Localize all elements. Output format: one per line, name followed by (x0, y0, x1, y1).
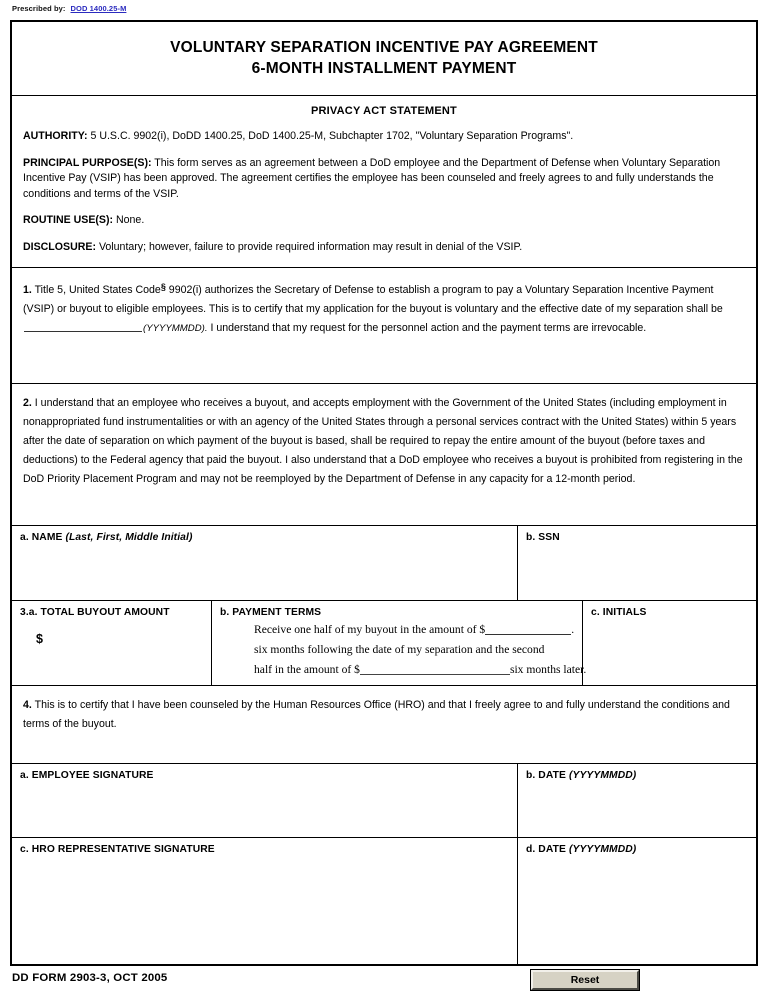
paragraph-4-text: This is to certify that I have been counseled by the Human Resources Office (HRO) and that I freely agree to and fully understand the conditions and terms of the buyout. (23, 699, 730, 730)
paragraph-2-text: I understand that an employee who receives a buyout, and accepts employment with the Government of the United States (including employment in nonappropriated fund instrumentalities or with an agency of the United States through a personal services contract with the United States) within 5 years after the date of separation on which payment of the buyout is based, shall be required to repay the entire amount of the buyout (before taxes and deductions) to the Federal agency that paid the buyout. I also understand that a DoD employee who receives a buyout is prohibited from registering in the DoD Priority Placement Program and may not be reemployed by the Department of Defense in any capacity for a 12-month period. (23, 397, 743, 485)
employee-date-label: b. DATE (526, 770, 566, 781)
hro-signature-row (12, 838, 756, 964)
buyout-terms-row (12, 601, 756, 686)
paragraph-4-section (12, 686, 756, 764)
purpose-label: PRINCIPAL PURPOSE(S): (23, 156, 152, 169)
payment-terms-body (220, 618, 587, 680)
initials-label: c. INITIALS (591, 607, 647, 618)
name-field[interactable] (12, 526, 518, 600)
paragraph-1-section (12, 268, 756, 384)
employee-date-hint: (YYYYMMDD) (568, 770, 637, 781)
disclosure-text: Voluntary; however, failure to provide required information may result in denial of the VSIP. (98, 240, 523, 253)
first-half-amount-input[interactable] (485, 623, 571, 635)
privacy-routine-use (23, 213, 745, 229)
reset-button[interactable]: Reset (531, 970, 639, 990)
employee-signature-label: a. EMPLOYEE SIGNATURE (20, 770, 154, 781)
name-label: a. NAME (20, 532, 63, 543)
hro-date-hint: (YYYYMMDD) (568, 844, 637, 855)
employee-signature-row (12, 764, 756, 838)
name-ssn-row (12, 526, 756, 601)
form-title-line-1: VOLUNTARY SEPARATION INCENTIVE PAY AGREEMENT (170, 39, 598, 56)
paragraph-1-part-1: Title 5, United States Code (34, 284, 161, 296)
name-hint: (Last, First, Middle Initial) (65, 532, 193, 543)
employee-date-label-wrap (526, 770, 756, 781)
employee-signature-field[interactable] (12, 764, 518, 837)
separation-date-input[interactable] (24, 321, 142, 332)
prescribed-by-link[interactable]: DOD 1400.25-M (70, 4, 127, 13)
paragraph-1-part-4: I understand that my request for the personnel action and the payment terms are irrevocable. (210, 322, 647, 334)
form-footer (12, 970, 756, 1000)
section-symbol-icon: § (160, 282, 166, 292)
payment-terms-line-3-text: half in the amount of $ (254, 663, 360, 676)
payment-terms-line-3 (254, 660, 587, 680)
initials-field[interactable] (583, 601, 756, 685)
payment-terms-label: b. PAYMENT TERMS (220, 607, 322, 618)
hro-date-field[interactable] (518, 838, 756, 964)
total-buyout-label: 3.a. TOTAL BUYOUT AMOUNT (20, 607, 170, 618)
privacy-disclosure (23, 240, 745, 256)
total-buyout-value: $ (36, 632, 43, 646)
ssn-label: b. SSN (526, 532, 560, 543)
payment-terms-field (212, 601, 587, 685)
payment-terms-line-1-text: Receive one half of my buyout in the amount of $ (254, 623, 486, 636)
prescribed-by-label: Prescribed by: (12, 4, 66, 13)
paragraph-1-part-3: buyout is voluntary and the effective date of my separation shall be (409, 303, 723, 315)
privacy-authority (23, 129, 745, 145)
payment-terms-line-2: six months following the date of my separation and the second (254, 643, 545, 656)
form-title-line-2: 6-MONTH INSTALLMENT PAYMENT (251, 60, 517, 77)
disclosure-label: DISCLOSURE: (23, 240, 96, 253)
separation-date-hint: (YYYYMMDD). (143, 323, 208, 334)
hro-signature-field[interactable] (12, 838, 518, 964)
privacy-act-section (12, 96, 756, 268)
payment-terms-line-1 (254, 620, 582, 640)
paragraph-1-number: 1. (23, 284, 32, 296)
authority-label: AUTHORITY: (23, 130, 88, 142)
title-block (12, 22, 756, 96)
prescribed-by-header (12, 4, 126, 13)
form-body (10, 20, 758, 966)
payment-terms-line-1-end: . (571, 623, 575, 636)
name-label-wrap (20, 532, 517, 543)
hro-date-label-wrap (526, 844, 756, 855)
paragraph-2-section (12, 384, 756, 526)
privacy-act-heading: PRIVACY ACT STATEMENT (311, 105, 457, 117)
total-buyout-amount-field[interactable] (12, 601, 212, 685)
ssn-field[interactable] (518, 526, 756, 600)
payment-terms-line-3-end: six months later. (509, 663, 587, 676)
hro-signature-label: c. HRO REPRESENTATIVE SIGNATURE (20, 844, 215, 855)
paragraph-1-part-2: 9902(i) authorizes the Secretary of Defense to establish a program to pay a Voluntary Separation Incentive Payment (VSIP) or buyout to eligible employees. This is to certify that my application for the (23, 284, 714, 315)
routine-label: ROUTINE USE(S): (23, 214, 114, 226)
privacy-principal-purpose (23, 156, 745, 203)
hro-date-label: d. DATE (526, 844, 566, 855)
purpose-text: This form serves as an agreement between a DoD employee and the Department of Defense when Voluntary Separation Incentive Pay (VSIP) has been approved. The agreement certifies the employee has been counseled and freely agrees to and fully understands the conditions and terms of the VSIP. (23, 156, 721, 200)
form-identifier: DD FORM 2903-3, OCT 2005 (12, 972, 168, 984)
routine-text: None. (116, 214, 145, 226)
paragraph-4-number: 4. (23, 699, 32, 711)
authority-text: 5 U.S.C. 9902(i), DoDD 1400.25, DoD 1400.25-M, Subchapter 1702, "Voluntary Separation Programs". (90, 130, 574, 142)
paragraph-2-number: 2. (23, 397, 32, 409)
employee-date-field[interactable] (518, 764, 756, 837)
second-half-amount-input[interactable] (360, 663, 510, 675)
